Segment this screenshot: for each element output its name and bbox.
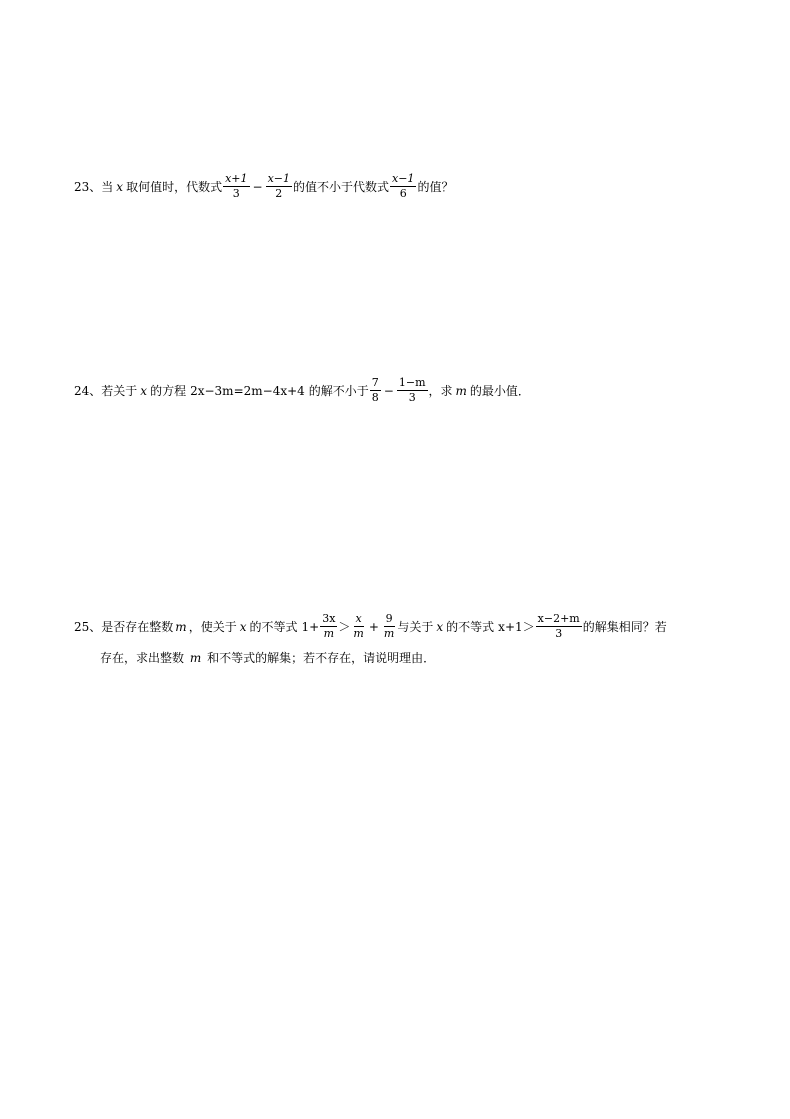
fraction — [382, 612, 396, 641]
fraction — [370, 376, 381, 405]
question-text: 取何值时，代数式 — [126, 179, 223, 194]
question-text: ，使关于 — [188, 619, 237, 634]
fraction-numerator: x−1 — [392, 172, 415, 185]
fraction-denominator: 2 — [275, 187, 283, 200]
question-text: 的值不小于代数式 — [293, 179, 390, 194]
greater-than-sign: ＞ — [338, 619, 351, 634]
question-23-line — [74, 172, 724, 201]
variable-m: m — [175, 619, 187, 634]
fraction-numerator: 1−m — [398, 376, 426, 389]
fraction — [397, 376, 428, 405]
question-24 — [74, 376, 724, 405]
variable-x: x — [239, 619, 247, 634]
fraction — [266, 172, 292, 201]
variable-x: x — [436, 619, 444, 634]
variable-m: m — [189, 651, 202, 665]
fraction — [390, 172, 416, 201]
question-text: 的解不小于 — [308, 383, 369, 398]
fraction-numerator: x — [355, 612, 362, 625]
question-text: 与关于 — [397, 619, 434, 634]
question-number: 23、 — [74, 179, 102, 194]
variable-m: m — [455, 383, 467, 398]
minus-sign: − — [252, 179, 263, 194]
fraction-numerator: x+1 — [225, 172, 248, 185]
plus-sign: + — [368, 619, 379, 634]
fraction-denominator: 3 — [232, 187, 240, 200]
greater-than-sign: ＞ — [522, 619, 535, 634]
fraction-denominator: 8 — [371, 391, 379, 404]
question-number: 25、 — [74, 619, 102, 634]
question-text: 的方程 — [150, 383, 187, 398]
question-text: 是否存在整数 — [101, 619, 174, 634]
fraction — [536, 612, 582, 641]
inequality-lhs: 1+ — [301, 619, 320, 634]
question-text: 若关于 — [101, 383, 138, 398]
question-text: 的不等式 — [249, 619, 298, 634]
question-25-line-2 — [74, 647, 724, 669]
fraction-denominator: 3 — [555, 627, 563, 640]
fraction-numerator: x−1 — [267, 172, 290, 185]
question-text: 和不等式的解集；若不存在，请说明理由． — [207, 651, 436, 665]
variable-x: x — [116, 179, 124, 194]
question-24-line — [74, 376, 724, 405]
fraction-denominator: m — [383, 627, 395, 640]
fraction-numerator: 7 — [371, 376, 379, 389]
fraction-denominator: 6 — [399, 187, 407, 200]
question-text: ，求 — [428, 383, 453, 398]
equation: 2x−3m=2m−4x+4 — [190, 383, 305, 398]
fraction-denominator: m — [353, 627, 364, 640]
question-number: 24、 — [74, 383, 102, 398]
question-text: 的解集相同？若 — [582, 619, 667, 634]
fraction — [320, 612, 337, 641]
question-text: 当 — [101, 179, 114, 194]
question-text: 的值？ — [417, 179, 454, 194]
fraction-numerator: 9 — [385, 612, 393, 625]
question-25-line-1 — [74, 612, 724, 641]
fraction-numerator: x−2+m — [537, 612, 580, 625]
fraction-numerator: 3x — [322, 612, 336, 625]
question-text: 存在，求出整数 — [100, 651, 185, 665]
fraction-denominator: 3 — [408, 391, 416, 404]
fraction-denominator: m — [323, 627, 335, 640]
inequality-lhs: x+1 — [498, 619, 523, 634]
variable-x: x — [140, 383, 148, 398]
question-text: 的不等式 — [446, 619, 495, 634]
fraction — [223, 172, 249, 201]
minus-sign: − — [383, 383, 394, 398]
question-text: 的最小值． — [469, 383, 530, 398]
question-25 — [74, 612, 724, 669]
fraction — [351, 612, 365, 641]
question-23 — [74, 172, 724, 201]
